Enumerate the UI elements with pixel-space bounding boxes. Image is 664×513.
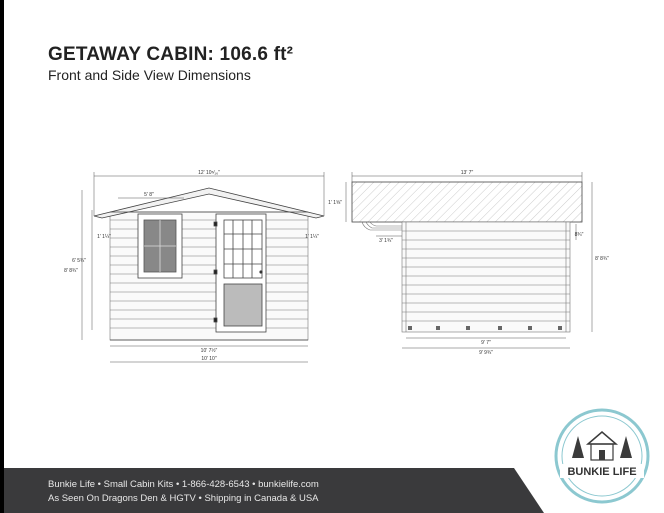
- front-overhang-right-label: 1' 1¼": [305, 234, 319, 240]
- front-overhang-left-label: 1' 1¼": [97, 234, 111, 240]
- side-wall-length-label: 9' 7": [481, 340, 491, 346]
- bunkie-life-logo: [554, 408, 650, 504]
- front-overall-width-label: 12' 10⁵⁄₁₆": [198, 170, 220, 176]
- side-roof-length-label: 13' 7": [460, 170, 474, 176]
- front-base-width-label: 10' 10": [201, 356, 217, 362]
- page-title: GETAWAY CABIN: 106.6 ft²: [48, 44, 294, 65]
- front-door: [214, 214, 266, 332]
- side-wall-logs: [402, 222, 570, 332]
- side-eave-offset-label: 3' 1¾": [379, 238, 393, 244]
- side-small-dim-label: 8¾": [574, 232, 584, 238]
- logo-text: BUNKIE LIFE: [567, 466, 637, 478]
- cabin-drawing: [4, 0, 664, 468]
- side-eave-bracket: [362, 222, 402, 230]
- page: [4, 0, 664, 513]
- side-base-length-label: 9' 9¾": [479, 350, 493, 356]
- front-total-height-label: 8' 8¾": [64, 268, 78, 274]
- front-roof-span-label: 5' 8": [144, 192, 154, 198]
- front-view: [82, 172, 324, 362]
- side-total-height-label: 8' 8¾": [595, 256, 609, 262]
- front-window: [138, 214, 182, 278]
- page-subtitle: Front and Side View Dimensions: [48, 67, 251, 83]
- front-wall-width-label: 10' 7½": [200, 348, 218, 354]
- footer-contact-line: Bunkie Life • Small Cabin Kits • 1-866-428-6543 • bunkielife.com: [48, 479, 319, 490]
- side-roof: [352, 182, 582, 222]
- side-roof-thickness-label: 1' 1⅝": [328, 200, 342, 206]
- front-wall-height-label: 6' 5¾": [72, 258, 86, 264]
- side-view: [346, 172, 592, 348]
- footer-tagline: As Seen On Dragons Den & HGTV • Shipping in Canada & USA: [48, 493, 319, 504]
